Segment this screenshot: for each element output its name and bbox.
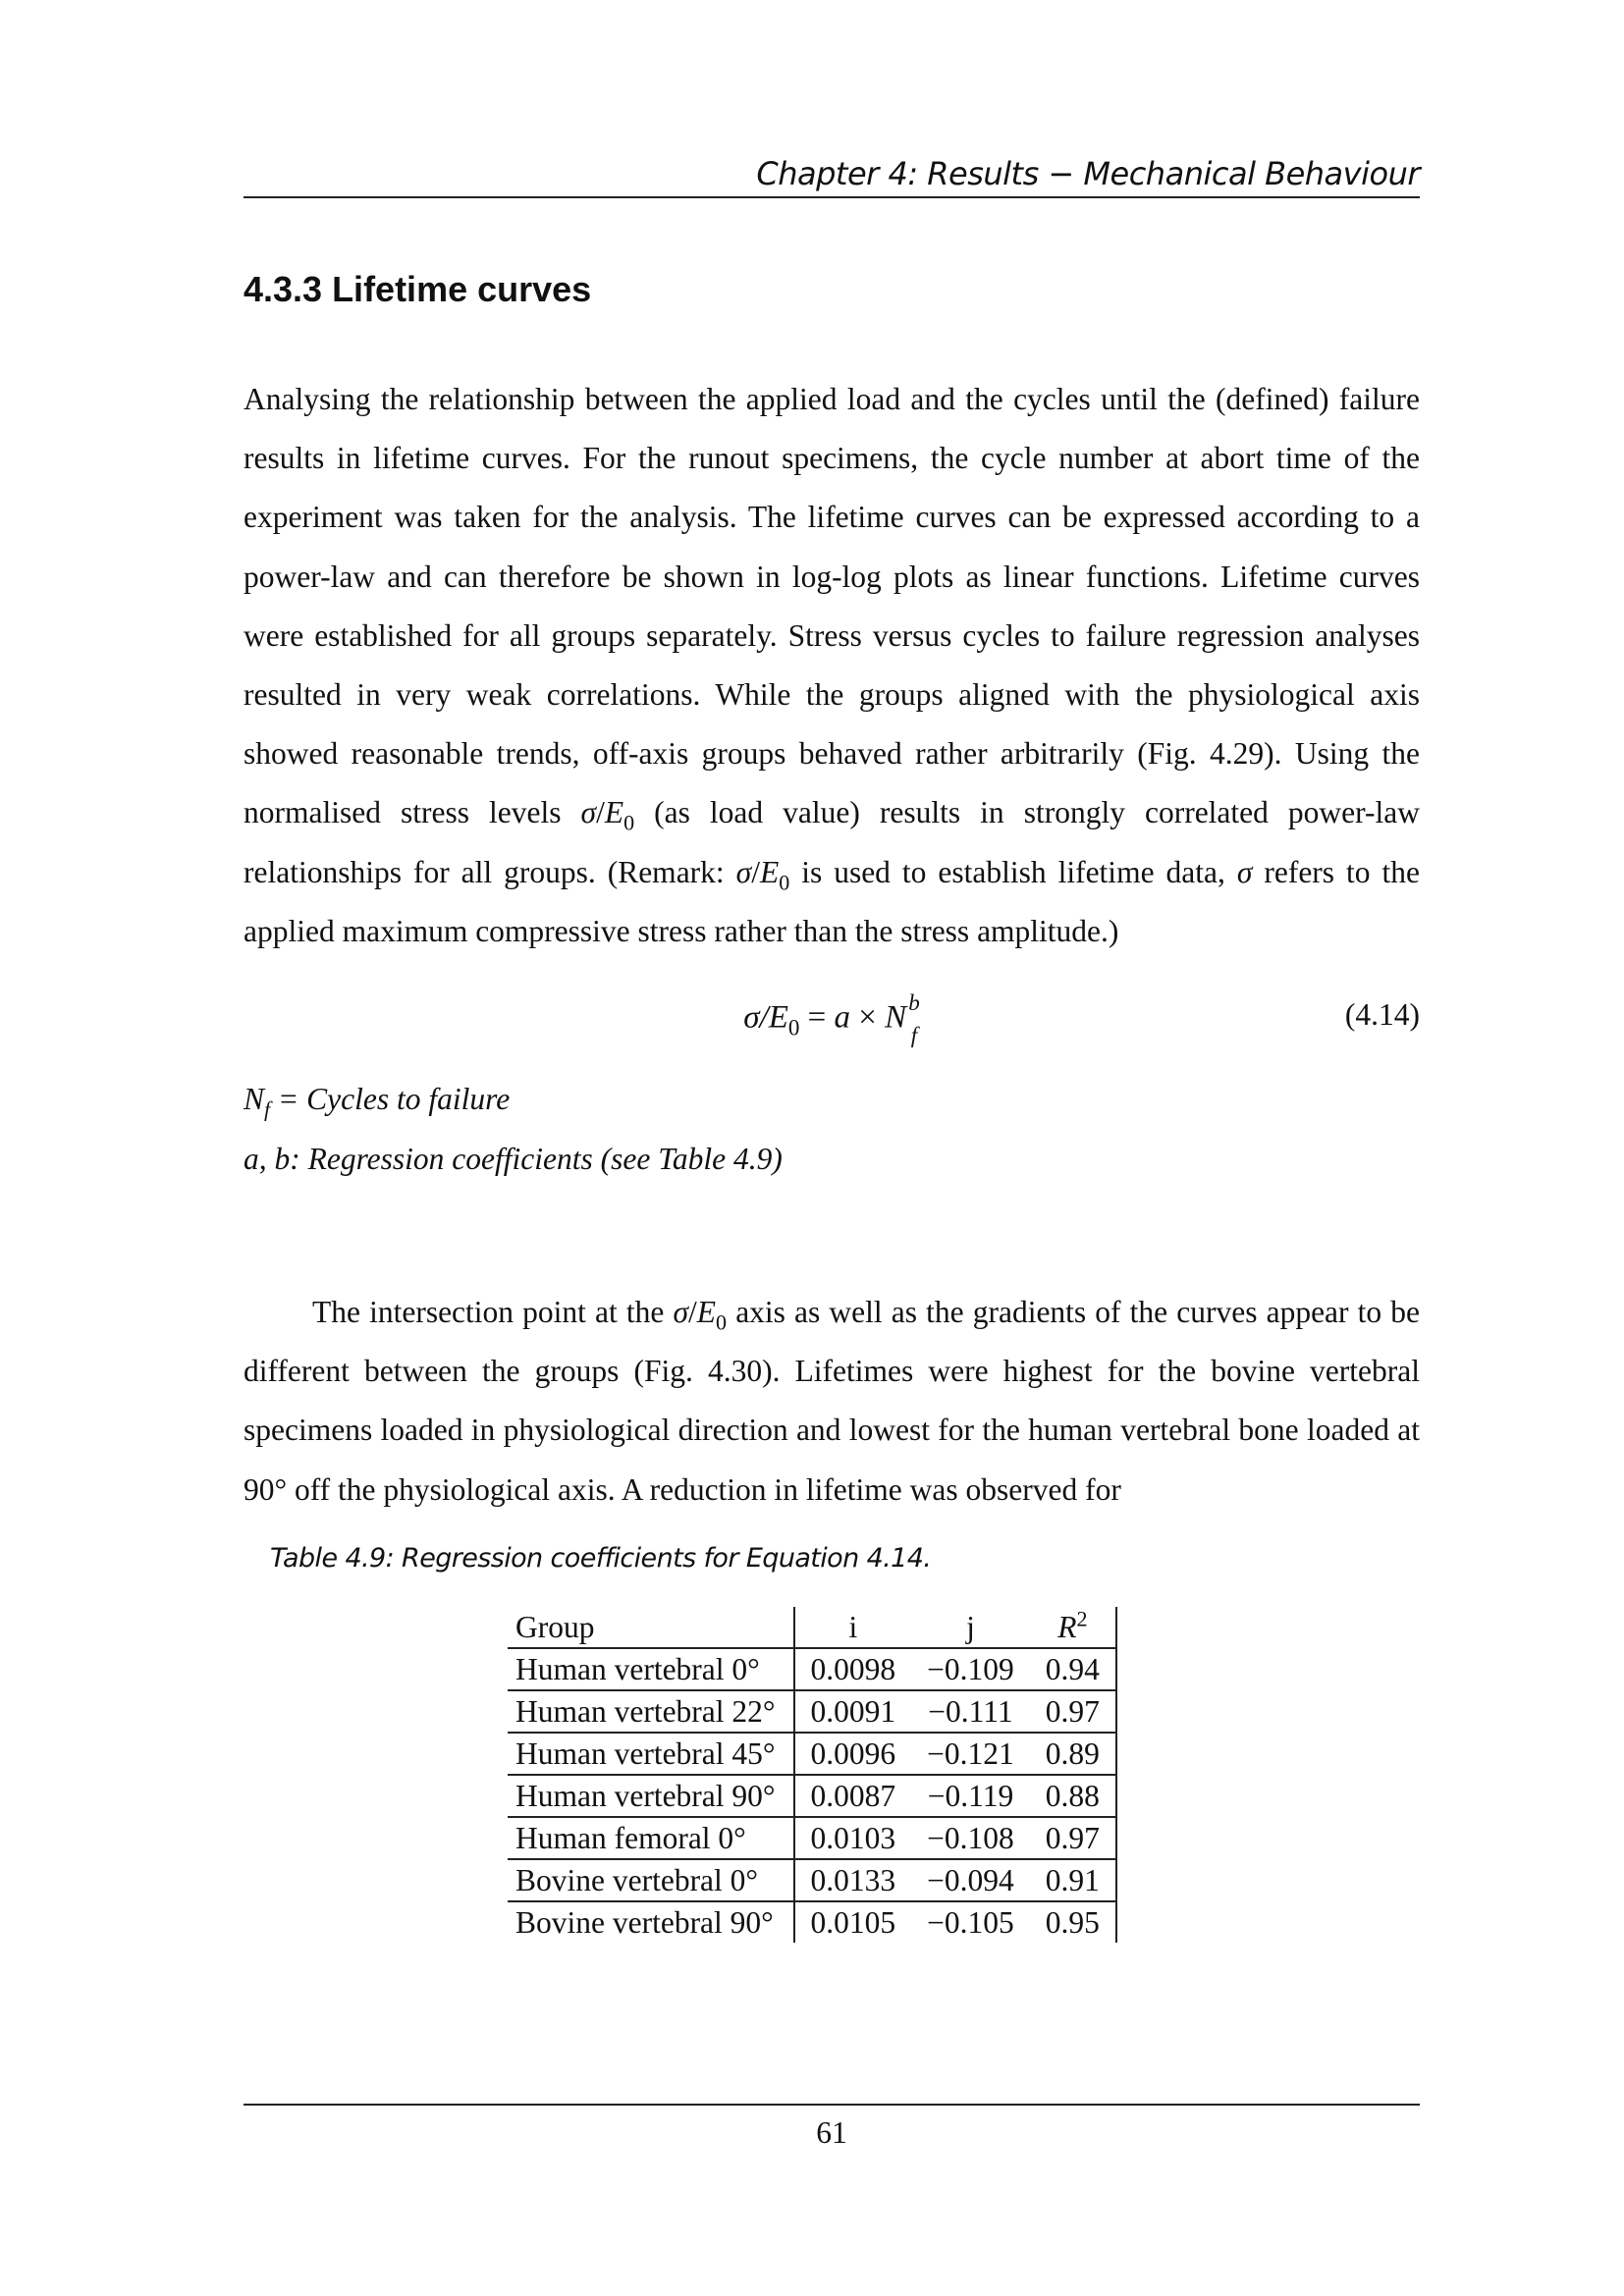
paragraph-text: axis as well as the gradients of the curves appear to be different between the groups (Fig. 4.30). Lifetimes were highest for the bovine vertebral specimens loaded in physiological direction and lowest for the human vertebral bone loaded at 90° off the physiological axis. A reduction in lifetime was observed for [244, 1295, 1420, 1507]
table-row [508, 1775, 1116, 1817]
subscript-zero: 0 [779, 869, 790, 894]
cell-r2: 0.97 [1030, 1817, 1116, 1859]
table-row [508, 1733, 1116, 1775]
footer-rule [244, 2104, 1420, 2106]
cell-j: −0.119 [911, 1775, 1030, 1817]
equation-a: a [834, 999, 851, 1036]
running-head: Chapter 4: Results − Mechanical Behaviour [756, 155, 1420, 192]
cell-j: −0.121 [911, 1733, 1030, 1775]
equation-n-sup: b [908, 989, 920, 1015]
cell-r2: 0.95 [1030, 1901, 1116, 1943]
table-row [508, 1901, 1116, 1943]
cell-i: 0.0133 [794, 1859, 912, 1901]
cell-i: 0.0091 [794, 1690, 912, 1733]
table-body [508, 1648, 1116, 1943]
equation-equals: = [799, 999, 835, 1036]
cell-j: −0.111 [911, 1690, 1030, 1733]
paragraph-intersection [244, 1283, 1420, 1520]
slash-symbol: / [751, 854, 760, 889]
equation-number: (4.14) [1344, 997, 1420, 1032]
slash-symbol: / [596, 795, 605, 830]
equation-times: × [850, 999, 886, 1036]
definition-ab: a, b: Regression coefficients (see Table 4.9) [244, 1142, 783, 1176]
cell-i: 0.0096 [794, 1733, 912, 1775]
subscript-zero: 0 [716, 1309, 728, 1335]
cell-j: −0.094 [911, 1859, 1030, 1901]
subscript-zero: 0 [623, 810, 635, 835]
cell-r2: 0.91 [1030, 1859, 1116, 1901]
regression-table [508, 1607, 1117, 1943]
equation-n: N [885, 999, 907, 1036]
equation-body [244, 989, 1420, 1048]
paragraph-text: The intersection point at the [312, 1295, 674, 1329]
e-symbol: E [604, 795, 624, 830]
cell-group: Bovine vertebral 90° [508, 1901, 794, 1943]
paragraph-text: refers to the applied maximum compressive stress rather than the stress amplitude.) [244, 854, 1420, 948]
cell-group: Bovine vertebral 0° [508, 1859, 794, 1901]
table-row [508, 1690, 1116, 1733]
e-symbol: E [759, 854, 780, 889]
cell-group: Human femoral 0° [508, 1817, 794, 1859]
header-i: i [794, 1607, 912, 1648]
sigma-symbol: σ [673, 1295, 689, 1329]
paragraph-text: Analysing the relationship between the applied load and the cycles until the (defined) failure results in lifetime curves. For the runout specimens, the cycle number at abort time of the experiment was taken for the analysis. The lifetime curves can be expressed according to a power-law and can therefore be shown in log-log plots as linear functions. Lifetime curves were established for all groups separately. Stress versus cycles to failure regression analyses resulted in very weak correlations. While the groups aligned with the physiological axis showed reasonable trends, off-axis groups behaved rather arbitrarily (Fig. 4.29). Using the normalised stress levels [244, 382, 1420, 830]
cell-r2: 0.88 [1030, 1775, 1116, 1817]
nf-symbol: N [244, 1082, 265, 1116]
paragraph-text: (as load value) results in strongly correlated power-law relationships for all groups. (Remark: [244, 795, 1420, 889]
header-j: j [966, 1610, 975, 1644]
table-row [508, 1859, 1116, 1901]
cell-i: 0.0098 [794, 1648, 912, 1690]
slash-symbol: / [688, 1295, 697, 1329]
nf-subscript: f [264, 1096, 271, 1122]
cell-group: Human vertebral 22° [508, 1690, 794, 1733]
equation-n-sub: f [910, 1022, 918, 1048]
e-symbol: E [696, 1295, 717, 1329]
sigma-symbol: σ [580, 795, 597, 830]
cell-r2: 0.94 [1030, 1648, 1116, 1690]
sigma-symbol: σ [735, 854, 752, 889]
header-r2 [1030, 1607, 1116, 1648]
cell-r2: 0.97 [1030, 1690, 1116, 1733]
equation-lhs: σ/E [743, 999, 788, 1036]
header-r-symbol: R [1057, 1610, 1077, 1644]
cell-j: −0.109 [911, 1648, 1030, 1690]
cell-group: Human vertebral 45° [508, 1733, 794, 1775]
table-caption: Table 4.9: Regression coefficients for Equation 4.14. [270, 1543, 932, 1574]
cell-r2: 0.89 [1030, 1733, 1116, 1775]
table-row [508, 1648, 1116, 1690]
paragraph-text: is used to establish lifetime data, [789, 854, 1237, 889]
table-row [508, 1817, 1116, 1859]
nf-definition-text: = Cycles to failure [270, 1082, 511, 1116]
cell-i: 0.0087 [794, 1775, 912, 1817]
cell-j: −0.108 [911, 1817, 1030, 1859]
header-group: Group [515, 1610, 595, 1644]
definition-nf [244, 1082, 511, 1122]
page-number: 61 [816, 2115, 847, 2150]
cell-group: Human vertebral 0° [508, 1648, 794, 1690]
header-rule [244, 196, 1420, 198]
cell-i: 0.0105 [794, 1901, 912, 1943]
paragraph-lifetime-intro [244, 370, 1420, 961]
equation-4-14 [244, 991, 1420, 1050]
table-header-row [508, 1607, 1116, 1648]
sigma-symbol: σ [1236, 854, 1253, 889]
cell-group: Human vertebral 90° [508, 1775, 794, 1817]
equation-lhs-sub: 0 [787, 1014, 800, 1041]
header-r-sup: 2 [1076, 1606, 1088, 1631]
cell-j: −0.105 [911, 1901, 1030, 1943]
section-title: 4.3.3 Lifetime curves [244, 269, 592, 309]
cell-i: 0.0103 [794, 1817, 912, 1859]
